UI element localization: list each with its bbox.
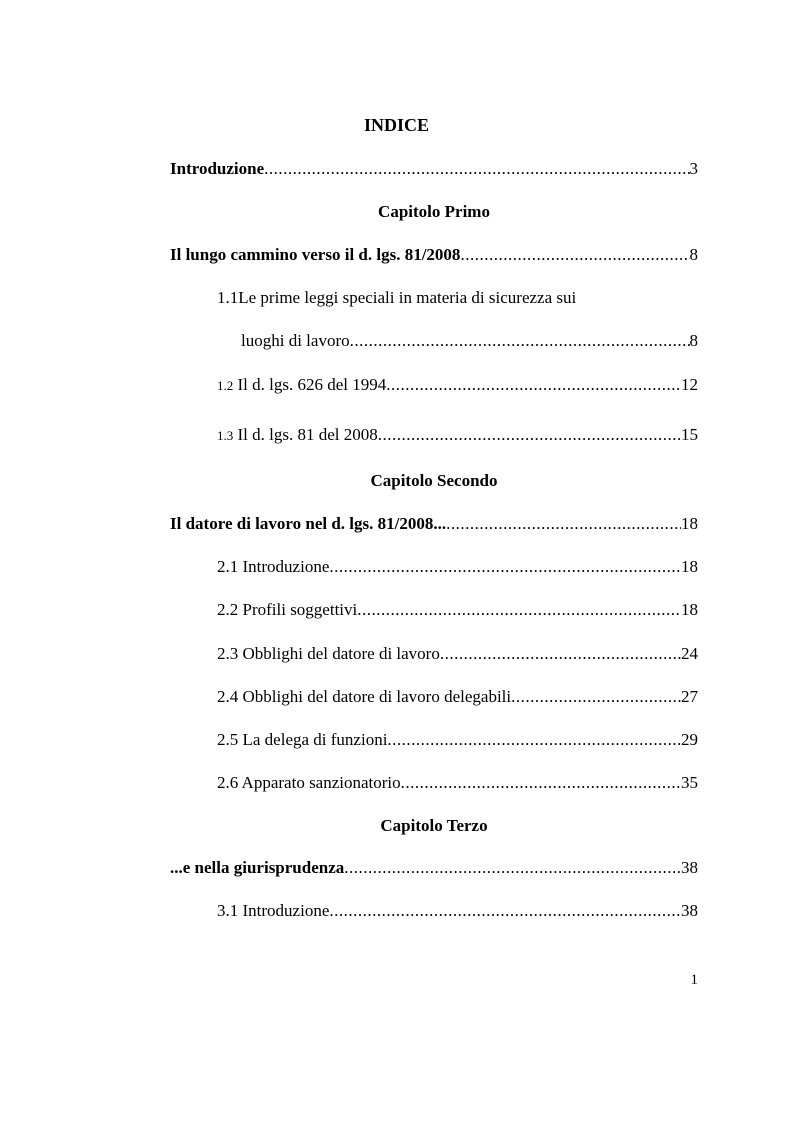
toc-entry-page: 35	[681, 773, 698, 792]
toc-entry-page: 15	[681, 425, 698, 444]
toc-entry-page: 27	[681, 687, 698, 706]
toc-entry-chapter-3-title[interactable]	[170, 857, 698, 879]
toc-entry-label: Il lungo cammino verso il d. lgs. 81/2008	[170, 245, 461, 264]
toc-entry-2-5[interactable]	[217, 729, 698, 751]
chapter-heading-3: Capitolo Terzo	[380, 816, 488, 835]
toc-entry-label: 2.3 Obblighi del datore di lavoro	[217, 644, 440, 663]
toc-entry-label: 2.1 Introduzione	[217, 557, 330, 576]
section-number: 1.1	[217, 288, 239, 307]
toc-entry-2-2[interactable]	[217, 599, 698, 621]
toc-entry-1-3[interactable]	[217, 424, 698, 447]
chapter-heading-2: Capitolo Secondo	[370, 471, 498, 490]
toc-entry-label: 3.1 Introduzione	[217, 901, 330, 920]
toc-entry-label: 2.6 Apparato sanzionatorio	[217, 773, 401, 792]
toc-entry-page: 3	[689, 159, 698, 178]
toc-entry-1-1-first-line[interactable]	[217, 287, 576, 309]
toc-entry-chapter-1-title[interactable]	[170, 244, 698, 266]
toc-entry-page: 38	[681, 858, 698, 877]
toc-entry-1-2[interactable]	[217, 374, 698, 397]
toc-entry-page: 8	[689, 245, 698, 264]
toc-entry-2-1[interactable]	[217, 556, 698, 578]
toc-entry-label: 2.4 Obblighi del datore di lavoro delegabili	[217, 687, 512, 706]
toc-entry-label: Introduzione	[170, 159, 265, 178]
toc-entry-label: 2.5 La delega di funzioni	[217, 730, 388, 749]
page-title: INDICE	[363, 115, 429, 135]
toc-entry-2-3[interactable]	[217, 643, 698, 665]
toc-entry-page: 8	[689, 331, 698, 350]
toc-entry-page: 18	[681, 514, 698, 533]
toc-entry-label: 2.2 Profili soggettivi	[217, 600, 358, 619]
toc-entry-2-6[interactable]	[217, 772, 698, 794]
toc-entry-label: Le prime leggi speciali in materia di sicurezza sui	[238, 288, 577, 307]
toc-entry-page: 29	[681, 730, 698, 749]
toc-entry-label: Il d. lgs. 81 del 2008	[237, 425, 378, 444]
toc-entry-page: 12	[681, 375, 698, 394]
toc-entry-introduction[interactable]	[170, 158, 698, 180]
toc-entry-label: ...e nella giurisprudenza	[170, 858, 345, 877]
toc-entry-page: 18	[681, 557, 698, 576]
toc-entry-label: Il datore di lavoro nel d. lgs. 81/2008...	[170, 514, 447, 533]
toc-entry-label: luoghi di lavoro	[241, 331, 350, 350]
toc-entry-page: 18	[681, 600, 698, 619]
toc-entry-2-4[interactable]	[217, 686, 698, 708]
toc-entry-page: 24	[681, 644, 698, 663]
page-number: 1	[690, 972, 698, 988]
toc-entry-1-1[interactable]	[241, 330, 698, 352]
toc-entry-chapter-2-title[interactable]	[170, 513, 698, 535]
toc-entry-3-1[interactable]	[217, 900, 698, 922]
chapter-heading-1: Capitolo Primo	[378, 202, 490, 221]
section-number: 1.3	[217, 428, 234, 443]
toc-entry-page: 38	[681, 901, 698, 920]
toc-entry-label: Il d. lgs. 626 del 1994	[237, 375, 387, 394]
section-number: 1.2	[217, 378, 234, 393]
